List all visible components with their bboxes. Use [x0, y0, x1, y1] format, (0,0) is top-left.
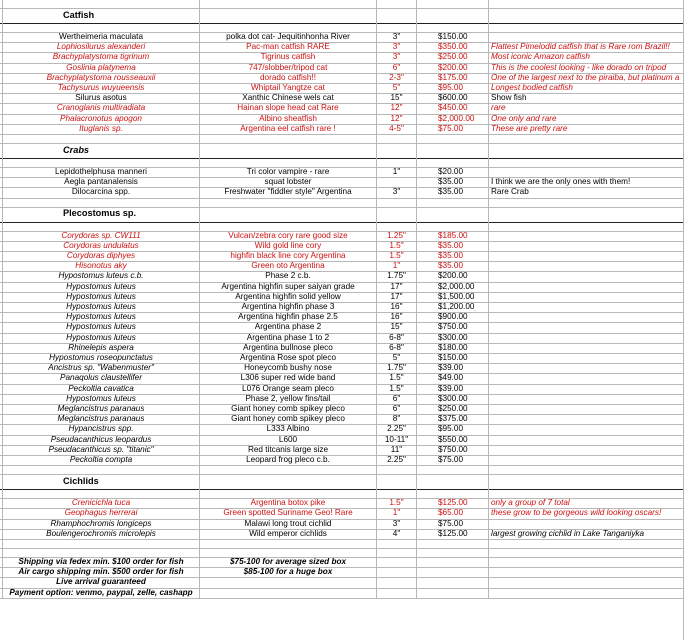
- common-name-cell[interactable]: [199, 588, 376, 598]
- price-cell[interactable]: $35.00: [416, 187, 488, 197]
- common-name-cell[interactable]: Argentina highfin phase 2.5: [199, 312, 376, 322]
- common-name-cell[interactable]: Green spotted Suriname Geo! Rare: [199, 508, 376, 518]
- size-cell[interactable]: 3": [376, 42, 416, 52]
- species-cell[interactable]: Hypostomus luteus: [2, 394, 199, 404]
- section-header-row: [0, 143, 684, 159]
- common-name-cell[interactable]: $75-100 for average sized box: [199, 557, 376, 567]
- species-cell[interactable]: Hisonotus aky: [2, 261, 199, 271]
- price-cell[interactable]: $39.00: [416, 384, 488, 394]
- species-cell[interactable]: Phalacronotus apogon: [2, 114, 199, 124]
- species-cell[interactable]: Live arrival guaranteed: [2, 577, 199, 587]
- price-cell[interactable]: [416, 207, 488, 222]
- note-cell[interactable]: [488, 322, 684, 332]
- size-cell[interactable]: 6": [376, 404, 416, 414]
- common-name-cell[interactable]: Argentina eel catfish rare !: [199, 124, 376, 134]
- species-cell[interactable]: Brachyplatystoma rousseauxii: [2, 73, 199, 83]
- size-cell[interactable]: [376, 548, 416, 557]
- price-cell[interactable]: $185.00: [416, 231, 488, 241]
- note-cell[interactable]: [488, 222, 684, 231]
- species-cell[interactable]: Payment option: venmo, paypal, zelle, cashapp: [2, 588, 199, 598]
- size-cell[interactable]: 6": [376, 63, 416, 73]
- size-cell[interactable]: 8": [376, 414, 416, 424]
- section-title[interactable]: Catfish: [2, 8, 199, 23]
- size-cell[interactable]: 10-11": [376, 435, 416, 445]
- size-cell[interactable]: 2.25": [376, 424, 416, 434]
- note-cell[interactable]: [488, 353, 684, 363]
- species-cell[interactable]: Peckoltia compta: [2, 455, 199, 465]
- note-cell[interactable]: [488, 261, 684, 271]
- note-cell[interactable]: [488, 134, 684, 143]
- species-cell[interactable]: Pseudacanthicus leopardus: [2, 435, 199, 445]
- note-cell[interactable]: [488, 548, 684, 557]
- species-cell[interactable]: Shipping via fedex min. $100 order for fish: [2, 557, 199, 567]
- species-cell[interactable]: Corydoras sp. CW111: [2, 231, 199, 241]
- species-cell[interactable]: Rhamphochromis longiceps: [2, 519, 199, 529]
- note-cell[interactable]: Rare Crab: [488, 187, 684, 197]
- size-cell[interactable]: 5": [376, 83, 416, 93]
- footer-row: [0, 588, 684, 599]
- price-cell[interactable]: $95.00: [416, 83, 488, 93]
- size-cell[interactable]: 17": [376, 292, 416, 302]
- price-cell[interactable]: $250.00: [416, 52, 488, 62]
- note-cell[interactable]: [488, 333, 684, 343]
- size-cell[interactable]: 6-8": [376, 333, 416, 343]
- note-cell[interactable]: [488, 557, 684, 567]
- species-cell[interactable]: [2, 465, 199, 474]
- price-cell[interactable]: $35.00: [416, 177, 488, 187]
- price-cell[interactable]: $20.00: [416, 167, 488, 177]
- price-cell[interactable]: $300.00: [416, 394, 488, 404]
- species-cell[interactable]: Hypostomus luteus: [2, 312, 199, 322]
- note-cell[interactable]: [488, 23, 684, 32]
- size-cell[interactable]: [376, 0, 416, 8]
- price-cell[interactable]: $2,000.00: [416, 114, 488, 124]
- price-cell[interactable]: [416, 198, 488, 207]
- price-cell[interactable]: [416, 548, 488, 557]
- note-cell[interactable]: Most iconic Amazon catfish: [488, 52, 684, 62]
- price-cell[interactable]: [416, 465, 488, 474]
- note-cell[interactable]: [488, 251, 684, 261]
- common-name-cell[interactable]: [199, 134, 376, 143]
- price-cell[interactable]: $200.00: [416, 63, 488, 73]
- size-cell[interactable]: 17": [376, 282, 416, 292]
- note-cell[interactable]: [488, 343, 684, 353]
- note-cell[interactable]: Show fish: [488, 93, 684, 103]
- price-cell[interactable]: $150.00: [416, 32, 488, 42]
- species-cell[interactable]: [2, 198, 199, 207]
- price-cell[interactable]: $1,200.00: [416, 302, 488, 312]
- note-cell[interactable]: [488, 0, 684, 8]
- common-name-cell[interactable]: Freshwater "fiddler style" Argentina: [199, 187, 376, 197]
- size-cell[interactable]: [376, 588, 416, 598]
- note-cell[interactable]: One only and rare: [488, 114, 684, 124]
- common-name-cell[interactable]: Whiptail Yangtze cat: [199, 83, 376, 93]
- common-name-cell[interactable]: L600: [199, 435, 376, 445]
- note-cell[interactable]: [488, 158, 684, 167]
- species-cell[interactable]: Hypostomus luteus: [2, 333, 199, 343]
- note-cell[interactable]: [488, 302, 684, 312]
- price-cell[interactable]: [416, 557, 488, 567]
- note-cell[interactable]: [488, 373, 684, 383]
- price-cell[interactable]: $75.00: [416, 455, 488, 465]
- common-name-cell[interactable]: Albino sheatfish: [199, 114, 376, 124]
- price-cell[interactable]: $2,000.00: [416, 282, 488, 292]
- common-name-cell[interactable]: 747/slobber/tripod cat: [199, 63, 376, 73]
- common-name-cell[interactable]: [199, 198, 376, 207]
- size-cell[interactable]: 1": [376, 167, 416, 177]
- size-cell[interactable]: [376, 222, 416, 231]
- price-cell[interactable]: $49.00: [416, 373, 488, 383]
- price-cell[interactable]: $750.00: [416, 445, 488, 455]
- common-name-cell[interactable]: [199, 23, 376, 32]
- size-cell[interactable]: [376, 539, 416, 548]
- common-name-cell[interactable]: [199, 474, 376, 489]
- size-cell[interactable]: [376, 465, 416, 474]
- price-cell[interactable]: $75.00: [416, 124, 488, 134]
- species-cell[interactable]: Hypostomus luteus: [2, 322, 199, 332]
- species-cell[interactable]: Peckoltia cavatica: [2, 384, 199, 394]
- price-cell[interactable]: $1,500.00: [416, 292, 488, 302]
- note-cell[interactable]: [488, 588, 684, 598]
- size-cell[interactable]: 15": [376, 322, 416, 332]
- note-cell[interactable]: [488, 241, 684, 251]
- size-cell[interactable]: 1.25": [376, 231, 416, 241]
- common-name-cell[interactable]: Leopard frog pleco c.b.: [199, 455, 376, 465]
- common-name-cell[interactable]: Argentina highfin solid yellow: [199, 292, 376, 302]
- section-header-row: [0, 207, 684, 223]
- section-title[interactable]: Crabs: [2, 143, 199, 158]
- price-cell[interactable]: $900.00: [416, 312, 488, 322]
- price-cell[interactable]: [416, 0, 488, 8]
- species-cell[interactable]: Meglancistrus paranaus: [2, 414, 199, 424]
- common-name-cell[interactable]: Pac-man catfish RARE: [199, 42, 376, 52]
- price-cell[interactable]: $39.00: [416, 363, 488, 373]
- common-name-cell[interactable]: Wild emperor cichlids: [199, 529, 376, 539]
- species-cell[interactable]: Geophagus herrerai: [2, 508, 199, 518]
- size-cell[interactable]: [376, 177, 416, 187]
- note-cell[interactable]: [488, 363, 684, 373]
- price-cell[interactable]: $35.00: [416, 261, 488, 271]
- common-name-cell[interactable]: Honeycomb bushy nose: [199, 363, 376, 373]
- size-cell[interactable]: [376, 577, 416, 587]
- note-cell[interactable]: [488, 231, 684, 241]
- size-cell[interactable]: 4": [376, 529, 416, 539]
- species-cell[interactable]: Silurus asotus: [2, 93, 199, 103]
- species-cell[interactable]: Pseudacanthicus sp. "titanic": [2, 445, 199, 455]
- size-cell[interactable]: 6-8": [376, 343, 416, 353]
- common-name-cell[interactable]: Wild gold line cory: [199, 241, 376, 251]
- size-cell[interactable]: [376, 207, 416, 222]
- price-cell[interactable]: $375.00: [416, 414, 488, 424]
- size-cell[interactable]: [376, 23, 416, 32]
- species-cell[interactable]: Dilocarcina spp.: [2, 187, 199, 197]
- species-cell[interactable]: Aegla pantanalensis: [2, 177, 199, 187]
- common-name-cell[interactable]: [199, 207, 376, 222]
- price-cell[interactable]: $75.00: [416, 519, 488, 529]
- common-name-cell[interactable]: [199, 548, 376, 557]
- price-cell[interactable]: $750.00: [416, 322, 488, 332]
- note-cell[interactable]: [488, 577, 684, 587]
- price-cell[interactable]: [416, 143, 488, 158]
- species-cell[interactable]: Boulengerochromis microlepis: [2, 529, 199, 539]
- species-cell[interactable]: [2, 489, 199, 498]
- price-cell[interactable]: [416, 567, 488, 577]
- common-name-cell[interactable]: [199, 8, 376, 23]
- note-cell[interactable]: [488, 465, 684, 474]
- common-name-cell[interactable]: Green oto Argentina: [199, 261, 376, 271]
- species-cell[interactable]: Corydoras diphyes: [2, 251, 199, 261]
- price-cell[interactable]: $95.00: [416, 424, 488, 434]
- price-cell[interactable]: $35.00: [416, 241, 488, 251]
- size-cell[interactable]: 1.5": [376, 241, 416, 251]
- size-cell[interactable]: 1.75": [376, 363, 416, 373]
- species-cell[interactable]: [2, 134, 199, 143]
- common-name-cell[interactable]: Argentina phase 1 to 2: [199, 333, 376, 343]
- species-cell[interactable]: Cranoglanis multiradiata: [2, 103, 199, 113]
- section-title[interactable]: Plecostomus sp.: [2, 207, 199, 222]
- species-cell[interactable]: Hypostomus roseopunctatus: [2, 353, 199, 363]
- note-cell[interactable]: only a group of 7 total: [488, 498, 684, 508]
- species-cell[interactable]: Ituglanis sp.: [2, 124, 199, 134]
- note-cell[interactable]: rare: [488, 103, 684, 113]
- common-name-cell[interactable]: Giant honey comb spikey pleco: [199, 404, 376, 414]
- common-name-cell[interactable]: [199, 489, 376, 498]
- price-cell[interactable]: $180.00: [416, 343, 488, 353]
- species-cell[interactable]: Panaqolus claustellifer: [2, 373, 199, 383]
- common-name-cell[interactable]: Argentina highfin super saiyan grade: [199, 282, 376, 292]
- common-name-cell[interactable]: $85-100 for a huge box: [199, 567, 376, 577]
- size-cell[interactable]: 3": [376, 32, 416, 42]
- common-name-cell[interactable]: [199, 465, 376, 474]
- note-cell[interactable]: I think we are the only ones with them!: [488, 177, 684, 187]
- note-cell[interactable]: Flattest Pimelodid catfish that is Rare rom Brazil!!: [488, 42, 684, 52]
- common-name-cell[interactable]: highfin black line cory Argentina: [199, 251, 376, 261]
- note-cell[interactable]: [488, 292, 684, 302]
- species-cell[interactable]: Hypostomus luteus c.b.: [2, 271, 199, 281]
- note-cell[interactable]: [488, 567, 684, 577]
- price-cell[interactable]: $450.00: [416, 103, 488, 113]
- species-cell[interactable]: Wertheimeria maculata: [2, 32, 199, 42]
- common-name-cell[interactable]: Hainan slope head cat Rare: [199, 103, 376, 113]
- species-cell[interactable]: Lepidothelphusa manneri: [2, 167, 199, 177]
- size-cell[interactable]: [376, 557, 416, 567]
- price-cell[interactable]: [416, 134, 488, 143]
- species-cell[interactable]: Goslinia platynema: [2, 63, 199, 73]
- common-name-cell[interactable]: Argentina botox pike: [199, 498, 376, 508]
- price-cell[interactable]: [416, 588, 488, 598]
- size-cell[interactable]: 16": [376, 312, 416, 322]
- price-cell[interactable]: [416, 577, 488, 587]
- species-cell[interactable]: Corydoras undulatus: [2, 241, 199, 251]
- note-cell[interactable]: [488, 404, 684, 414]
- note-cell[interactable]: [488, 282, 684, 292]
- note-cell[interactable]: [488, 539, 684, 548]
- common-name-cell[interactable]: Giant honey comb spikey pleco: [199, 414, 376, 424]
- note-cell[interactable]: [488, 519, 684, 529]
- size-cell[interactable]: [376, 198, 416, 207]
- species-cell[interactable]: [2, 222, 199, 231]
- note-cell[interactable]: [488, 455, 684, 465]
- size-cell[interactable]: 12": [376, 114, 416, 124]
- species-cell[interactable]: [2, 158, 199, 167]
- species-cell[interactable]: Hypostomus luteus: [2, 282, 199, 292]
- common-name-cell[interactable]: squat lobster: [199, 177, 376, 187]
- size-cell[interactable]: [376, 567, 416, 577]
- common-name-cell[interactable]: Phase 2, yellow fins/tail: [199, 394, 376, 404]
- price-cell[interactable]: $150.00: [416, 353, 488, 363]
- section-title[interactable]: Cichlids: [2, 474, 199, 489]
- size-cell[interactable]: 1.5": [376, 251, 416, 261]
- common-name-cell[interactable]: Argentina bullnose pleco: [199, 343, 376, 353]
- note-cell[interactable]: [488, 414, 684, 424]
- note-cell[interactable]: [488, 445, 684, 455]
- size-cell[interactable]: 3": [376, 519, 416, 529]
- size-cell[interactable]: [376, 8, 416, 23]
- size-cell[interactable]: 5": [376, 353, 416, 363]
- size-cell[interactable]: 1.75": [376, 271, 416, 281]
- common-name-cell[interactable]: [199, 577, 376, 587]
- price-cell[interactable]: [416, 8, 488, 23]
- price-cell[interactable]: $550.00: [416, 435, 488, 445]
- common-name-cell[interactable]: Vulcan/zebra cory rare good size: [199, 231, 376, 241]
- size-cell[interactable]: 1.5": [376, 384, 416, 394]
- common-name-cell[interactable]: L333 Albino: [199, 424, 376, 434]
- note-cell[interactable]: these grow to be gorgeous wild looking oscars!: [488, 508, 684, 518]
- note-cell[interactable]: [488, 271, 684, 281]
- common-name-cell[interactable]: Tri color vampire - rare: [199, 167, 376, 177]
- price-cell[interactable]: $175.00: [416, 73, 488, 83]
- common-name-cell[interactable]: Phase 2 c.b.: [199, 271, 376, 281]
- size-cell[interactable]: 15": [376, 93, 416, 103]
- size-cell[interactable]: [376, 489, 416, 498]
- species-cell[interactable]: Brachyplatystoma tigrinum: [2, 52, 199, 62]
- size-cell[interactable]: 4-5": [376, 124, 416, 134]
- note-cell[interactable]: [488, 8, 684, 23]
- common-name-cell[interactable]: [199, 0, 376, 8]
- common-name-cell[interactable]: Argentina Rose spot pleco: [199, 353, 376, 363]
- price-cell[interactable]: [416, 489, 488, 498]
- price-cell[interactable]: [416, 222, 488, 231]
- common-name-cell[interactable]: [199, 539, 376, 548]
- size-cell[interactable]: [376, 474, 416, 489]
- note-cell[interactable]: [488, 32, 684, 42]
- size-cell[interactable]: 6": [376, 394, 416, 404]
- note-cell[interactable]: largest growing cichlid in Lake Tanganiyka: [488, 529, 684, 539]
- size-cell[interactable]: 16": [376, 302, 416, 312]
- size-cell[interactable]: 11": [376, 445, 416, 455]
- species-cell[interactable]: Hypostomus luteus: [2, 292, 199, 302]
- common-name-cell[interactable]: dorado catfish!!: [199, 73, 376, 83]
- common-name-cell[interactable]: [199, 143, 376, 158]
- common-name-cell[interactable]: Argentina highfin phase 3: [199, 302, 376, 312]
- common-name-cell[interactable]: polka dot cat- Jequitinhonha River: [199, 32, 376, 42]
- note-cell[interactable]: [488, 312, 684, 322]
- note-cell[interactable]: [488, 474, 684, 489]
- common-name-cell[interactable]: Tigrinus catfish: [199, 52, 376, 62]
- common-name-cell[interactable]: Xanthic Chinese wels cat: [199, 93, 376, 103]
- section-header-row: [0, 474, 684, 490]
- common-name-cell[interactable]: [199, 158, 376, 167]
- species-cell[interactable]: Air cargo shipping min. $500 order for fish: [2, 567, 199, 577]
- size-cell[interactable]: 1.5": [376, 498, 416, 508]
- size-cell[interactable]: 1": [376, 508, 416, 518]
- species-cell[interactable]: Rhinelepis aspera: [2, 343, 199, 353]
- size-cell[interactable]: 1": [376, 261, 416, 271]
- common-name-cell[interactable]: Malawi long trout cichlid: [199, 519, 376, 529]
- note-cell[interactable]: [488, 198, 684, 207]
- note-cell[interactable]: One of the largest next to the piraiba, but platinum a: [488, 73, 684, 83]
- species-cell[interactable]: Hypostomus luteus: [2, 302, 199, 312]
- size-cell[interactable]: [376, 143, 416, 158]
- species-cell[interactable]: Crenicichla tuca: [2, 498, 199, 508]
- common-name-cell[interactable]: [199, 222, 376, 231]
- species-cell[interactable]: [2, 23, 199, 32]
- note-cell[interactable]: [488, 435, 684, 445]
- price-cell[interactable]: $125.00: [416, 529, 488, 539]
- species-cell[interactable]: Tachysurus wuyueensis: [2, 83, 199, 93]
- price-cell[interactable]: $200.00: [416, 271, 488, 281]
- price-cell[interactable]: $350.00: [416, 42, 488, 52]
- size-cell[interactable]: 1.5": [376, 373, 416, 383]
- common-name-cell[interactable]: L076 Orange seam pleco: [199, 384, 376, 394]
- note-cell[interactable]: [488, 424, 684, 434]
- species-cell[interactable]: Lophiosilurus alexanderi: [2, 42, 199, 52]
- note-cell[interactable]: [488, 143, 684, 158]
- note-cell[interactable]: [488, 384, 684, 394]
- size-cell[interactable]: [376, 134, 416, 143]
- species-cell[interactable]: [2, 0, 199, 8]
- price-cell[interactable]: [416, 23, 488, 32]
- size-cell[interactable]: 2-3": [376, 73, 416, 83]
- note-cell[interactable]: [488, 207, 684, 222]
- price-cell[interactable]: $600.00: [416, 93, 488, 103]
- common-name-cell[interactable]: L306 super red wide band: [199, 373, 376, 383]
- species-cell[interactable]: Ancistrus sp. "Wabenmuster": [2, 363, 199, 373]
- note-cell[interactable]: Longest bodied catfish: [488, 83, 684, 93]
- common-name-cell[interactable]: Argentina phase 2: [199, 322, 376, 332]
- price-cell[interactable]: $35.00: [416, 251, 488, 261]
- price-cell[interactable]: [416, 158, 488, 167]
- price-cell[interactable]: $65.00: [416, 508, 488, 518]
- species-cell[interactable]: [2, 539, 199, 548]
- size-cell[interactable]: [376, 158, 416, 167]
- species-cell[interactable]: Hypancistrus spp.: [2, 424, 199, 434]
- size-cell[interactable]: 3": [376, 187, 416, 197]
- species-cell[interactable]: Meglancistrus paranaus: [2, 404, 199, 414]
- price-cell[interactable]: [416, 474, 488, 489]
- common-name-cell[interactable]: Red titcanis large size: [199, 445, 376, 455]
- note-cell[interactable]: [488, 394, 684, 404]
- size-cell[interactable]: 3": [376, 52, 416, 62]
- price-cell[interactable]: [416, 539, 488, 548]
- species-cell[interactable]: [2, 548, 199, 557]
- note-cell[interactable]: These are pretty rare: [488, 124, 684, 134]
- price-cell[interactable]: $250.00: [416, 404, 488, 414]
- price-cell[interactable]: $300.00: [416, 333, 488, 343]
- size-cell[interactable]: 2.25": [376, 455, 416, 465]
- size-cell[interactable]: 12": [376, 103, 416, 113]
- note-cell[interactable]: [488, 489, 684, 498]
- price-cell[interactable]: $125.00: [416, 498, 488, 508]
- note-cell[interactable]: This is the coolest looking - like dorado on tripod: [488, 63, 684, 73]
- section-header-row: [0, 8, 684, 24]
- note-cell[interactable]: [488, 167, 684, 177]
